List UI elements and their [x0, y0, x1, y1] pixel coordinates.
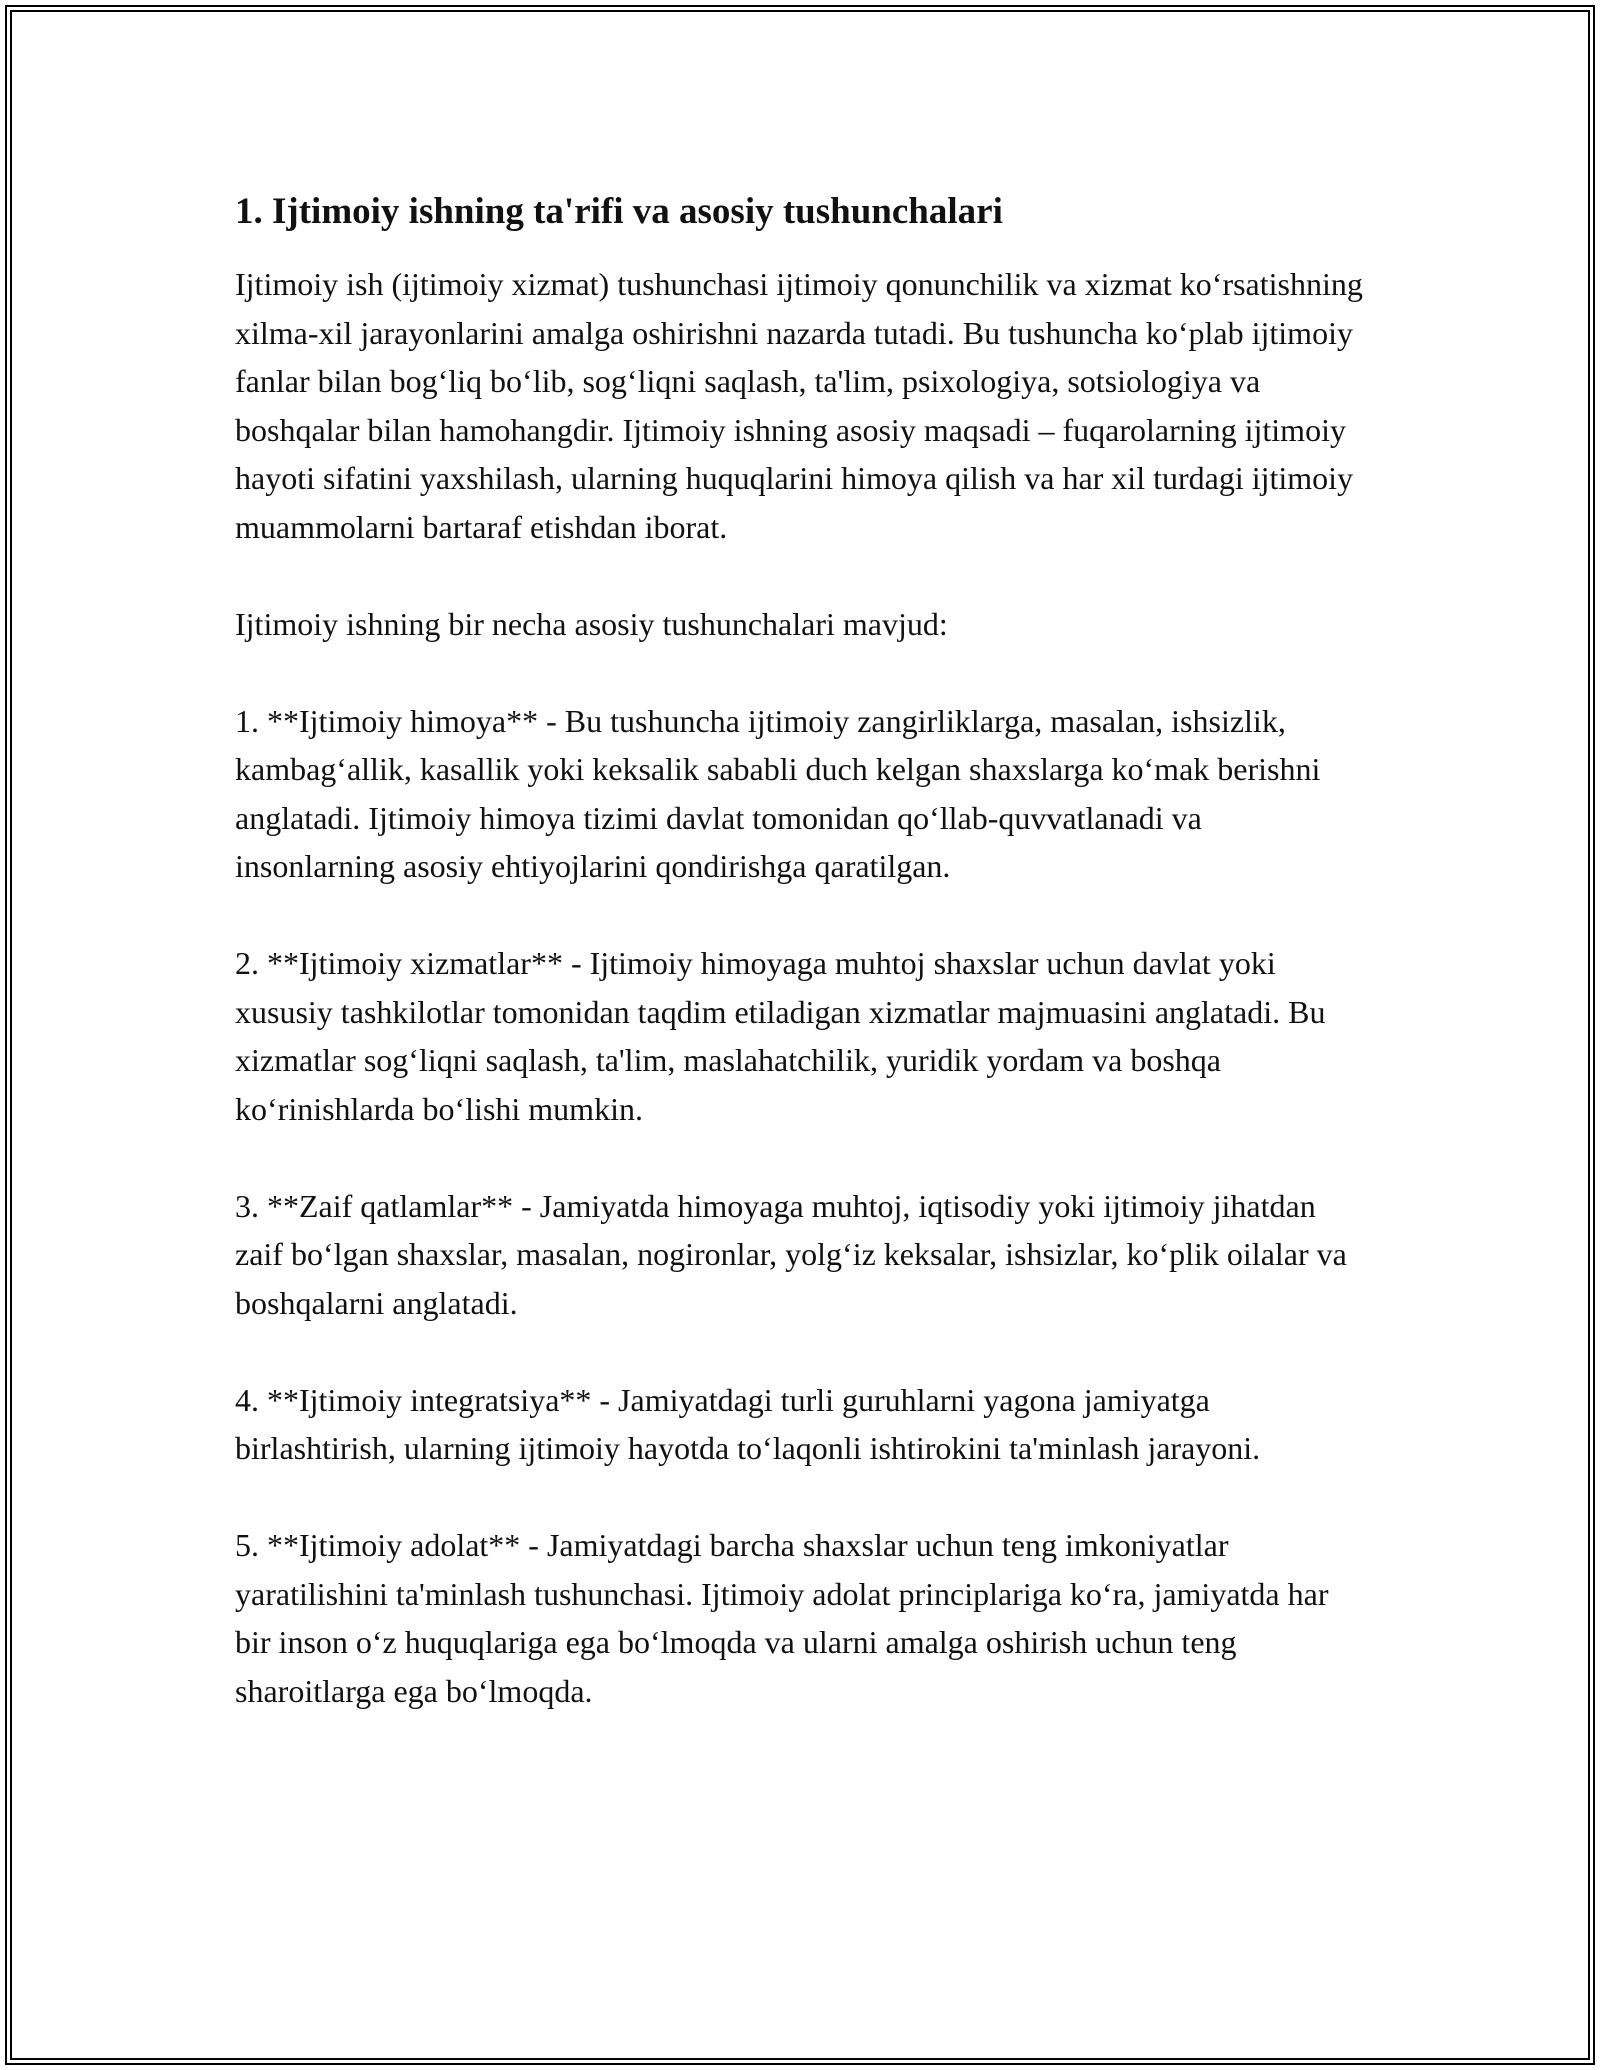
concept-item-social-integration: 4. **Ijtimoiy integratsiya** - Jamiyatdagi turli guruhlarni yagona jamiyatga birlashtirish, ularning ijtimoiy hayotda to‘laqonli ishtirokini ta'minlash jarayoni. — [235, 1381, 1261, 1466]
concept-item-social-services: 2. **Ijtimoiy xizmatlar** - Ijtimoiy himoyaga muhtoj shaxslar uchun davlat yoki xususiy tashkilotlar tomonidan taqdim etiladigan xizmatlar majmuasini anglatadi. Bu xizmatlar sog‘liqni saqlash, ta'lim, maslahatchilik, yuridik yordam va boshqa ko‘rinishlarda bo‘lishi mumkin. — [235, 945, 1326, 1127]
concept-item-social-protection: 1. **Ijtimoiy himoya** - Bu tushuncha ijtimoiy zangirliklarga, masalan, ishsizlik, kambag‘allik, kasallik yoki keksalik sababli duch kelgan shaxslarga ko‘mak berishni anglatadi. Ijtimoiy himoya tizimi davlat tomonidan qo‘llab-quvvatlanadi va insonlarning asosiy ehtiyojlarini qondirishga qaratilgan. — [235, 702, 1321, 884]
section-heading: 1. Ijtimoiy ishning ta'rifi va asosiy tushunchalari — [235, 191, 1003, 232]
concept-item-vulnerable-groups: 3. **Zaif qatlamlar** - Jamiyatda himoyaga muhtoj, iqtisodiy yoki ijtimoiy jihatdan zaif bo‘lgan shaxslar, masalan, nogironlar, yolg‘iz keksalar, ishsizlar, ko‘plik oilalar va boshqalarni anglatadi. — [235, 1187, 1347, 1321]
concept-item-social-justice: 5. **Ijtimoiy adolat** - Jamiyatdagi barcha shaxslar uchun teng imkoniyatlar yaratilishini ta'minlash tushunchasi. Ijtimoiy adolat principlariga ko‘ra, jamiyatda har bir inson o‘z huquqlariga ega bo‘lmoqda va ularni amalga oshirish uchun teng sharoitlarga ega bo‘lmoqda. — [235, 1527, 1329, 1709]
document-body — [235, 188, 1365, 1764]
intro-paragraph: Ijtimoiy ish (ijtimoiy xizmat) tushunchasi ijtimoiy qonunchilik va xizmat ko‘rsatishning xilma-xil jarayonlarini amalga oshirishni nazarda tutadi. Bu tushuncha ko‘plab ijtimoiy fanlar bilan bog‘liq bo‘lib, sog‘liqni saqlash, ta'lim, psixologiya, sotsiologiya va boshqalar bilan hamohangdir. Ijtimoiy ishning asosiy maqsadi – fuqarolarning ijtimoiy hayoti sifatini yaxshilash, ularning huquqlarini himoya qilish va har xil turdagi ijtimoiy muammolarni bartaraf etishdan iborat. — [235, 266, 1363, 545]
concepts-lead-paragraph: Ijtimoiy ishning bir necha asosiy tushunchalari mavjud: — [235, 605, 948, 642]
